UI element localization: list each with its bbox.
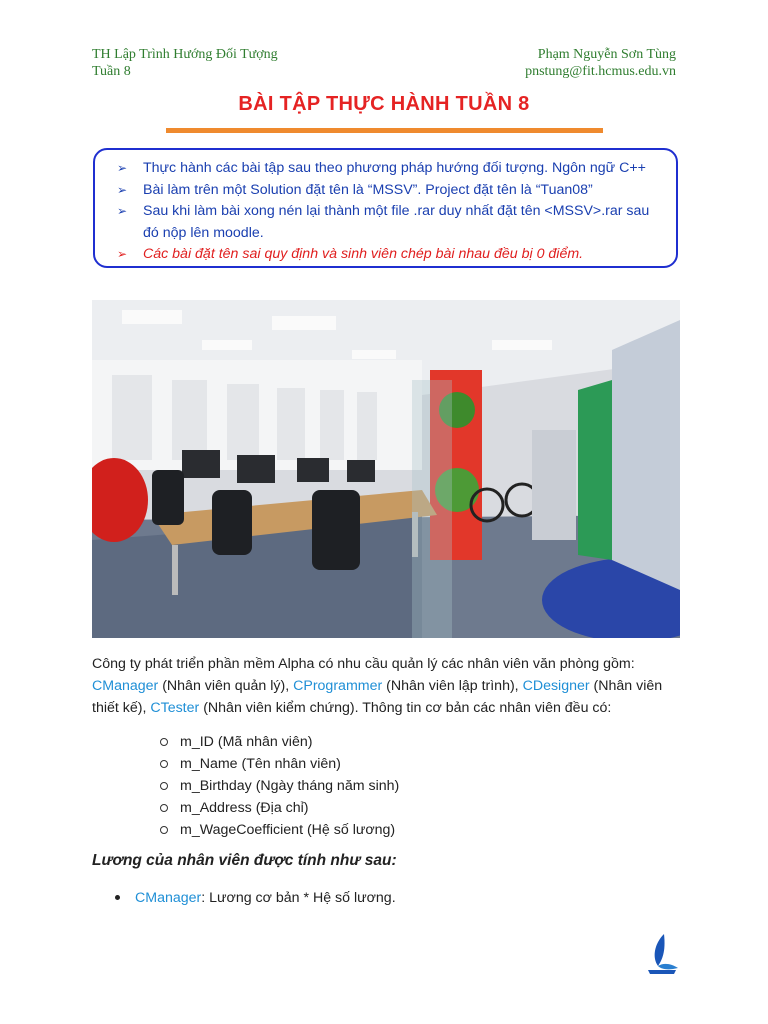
class-name: CTester: [150, 700, 200, 716]
arrow-bullet-icon: ➢: [117, 182, 128, 197]
title-underline: [166, 128, 603, 133]
circle-bullet-icon: [160, 738, 168, 746]
university-logo-icon: [644, 932, 680, 976]
header-left: [92, 46, 278, 80]
salary-heading: Lương của nhân viên được tính như sau:: [92, 852, 397, 869]
instructions-box: [93, 148, 678, 268]
instruction-item: ➢ Sau khi làm bài xong nén lại thành một file .rar duy nhất đặt tên <MSSV>.rar sau đó nộp lên moodle.: [117, 203, 650, 241]
week-label: Tuần 8: [92, 64, 131, 79]
instruction-item: ➢ Thực hành các bài tập sau theo phương pháp hướng đối tượng. Ngôn ngữ C++: [117, 158, 666, 180]
class-name: CProgrammer: [293, 678, 383, 694]
salary-list: [115, 887, 396, 909]
list-item: m_Name (Tên nhân viên): [160, 753, 399, 775]
arrow-bullet-icon: ➢: [117, 161, 128, 175]
author-email: pnstung@fit.hcmus.edu.vn: [525, 64, 676, 79]
list-item: m_Address (Địa chỉ): [160, 797, 399, 819]
circle-bullet-icon: [160, 760, 168, 768]
page-title: BÀI TẬP THỰC HÀNH TUẦN 8: [238, 93, 530, 115]
list-item: m_Birthday (Ngày tháng năm sinh): [160, 775, 399, 797]
course-name: TH Lập Trình Hướng Đối Tượng: [92, 47, 278, 62]
arrow-bullet-icon: ➢: [117, 247, 128, 261]
bullet-icon: [115, 895, 120, 900]
header-right: [525, 46, 676, 80]
class-name: CDesigner: [522, 678, 590, 694]
list-item: CManager: Lương cơ bản * Hệ số lương.: [115, 887, 396, 909]
circle-bullet-icon: [160, 782, 168, 790]
intro-paragraph: Công ty phát triển phần mềm Alpha có nhu cầu quản lý các nhân viên văn phòng gồm: CManager (Nhân viên quản lý), CProgrammer (Nhân viên lập trình), CDesigner (Nhân viên thiết kế), CTester (Nhân viên kiểm chứng). Thông tin cơ bản các nhân viên đều có:: [92, 656, 663, 716]
list-item: m_ID (Mã nhân viên): [160, 731, 399, 753]
attribute-list: [160, 731, 399, 841]
instruction-warning: ➢ Các bài đặt tên sai quy định và sinh viên chép bài nhau đều bị 0 điểm.: [117, 244, 666, 266]
list-item: m_WageCoefficient (Hệ số lương): [160, 819, 399, 841]
instruction-item: ➢ Bài làm trên một Solution đặt tên là “MSSV”. Project đặt tên là “Tuan08”: [117, 180, 666, 202]
circle-bullet-icon: [160, 804, 168, 812]
circle-bullet-icon: [160, 826, 168, 834]
office-photo: [92, 300, 680, 638]
class-name: CManager: [135, 890, 202, 906]
class-name: CManager: [92, 678, 159, 694]
author-name: Phạm Nguyễn Sơn Tùng: [537, 47, 676, 62]
arrow-bullet-icon: ➢: [117, 204, 128, 218]
